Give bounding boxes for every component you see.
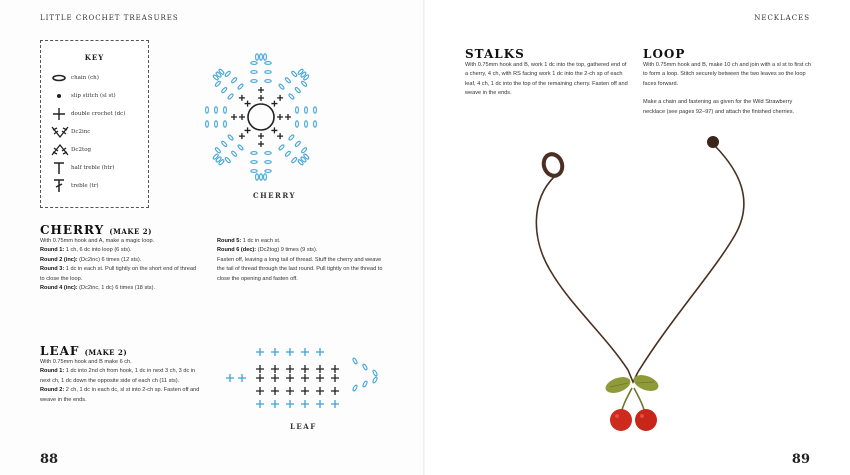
- chain-symbol: [295, 87, 302, 94]
- chain-symbol: [218, 159, 225, 166]
- key-item-dc2inc: [49, 125, 90, 139]
- dc-symbol: [271, 101, 277, 107]
- treble-symbol-icon: [49, 179, 71, 193]
- chain-symbol: [296, 121, 299, 127]
- dc-symbol: [286, 400, 294, 408]
- dc-symbol: [271, 365, 279, 373]
- dc-symbol: [239, 133, 245, 139]
- chain-symbol: [206, 107, 209, 113]
- cherry-instructions-col2: [217, 237, 385, 284]
- dc-symbol: [286, 374, 294, 382]
- dc-symbol: [245, 127, 251, 133]
- chain-symbol: [300, 156, 307, 163]
- chain-symbol: [251, 71, 257, 74]
- dc-symbol: [331, 387, 339, 395]
- dc-symbol: [226, 374, 234, 382]
- chain-symbol: [251, 152, 257, 155]
- loop-heading: LOOP: [643, 47, 686, 61]
- dc-symbol: [271, 374, 279, 382]
- cherry-right: [635, 409, 657, 431]
- dc-symbol: [301, 374, 309, 382]
- chain-symbol: [278, 83, 285, 90]
- stalks-heading: STALKS: [465, 47, 525, 61]
- chain-symbol: [215, 147, 222, 154]
- dc-symbol: [285, 114, 291, 120]
- leaf-heading-text: LEAF: [40, 344, 80, 358]
- chain-symbol: [362, 381, 368, 388]
- leaf-round-1: Round 1: 1 dc into 2nd ch from hook, 1 dc in next 3 ch, 3 dc in next ch, 1 dc down the opposite side of each ch (11 sts).: [40, 368, 196, 384]
- dc2tog-symbol-icon: [49, 143, 71, 157]
- dc-symbol: [286, 348, 294, 356]
- leaf-round-2: Round 2: 2 ch, 1 dc in each dc, sl st into 2-ch sp. Fasten off and weave in the ends.: [40, 387, 200, 403]
- chain-symbol: [215, 71, 222, 78]
- cherry-left: [610, 409, 632, 431]
- leaf-stitch-chart: [220, 343, 390, 418]
- chain-symbol: [300, 71, 307, 78]
- chain-symbol: [305, 121, 308, 127]
- dc-symbol: [271, 400, 279, 408]
- chain-symbol: [303, 74, 310, 81]
- key-item-label: treble (tr): [71, 183, 99, 189]
- dc-symbol: [258, 95, 264, 101]
- dc-symbol: [271, 348, 279, 356]
- dc-symbol: [331, 374, 339, 382]
- necklace-cord-left: [536, 176, 628, 370]
- dc-symbol: [331, 400, 339, 408]
- key-item-dc2tog: [49, 143, 91, 157]
- chain-symbol: [314, 107, 317, 113]
- dc-symbol: [231, 114, 237, 120]
- leaf-intro: With 0.75mm hook and B make 6 ch.: [40, 359, 132, 365]
- chain-symbol: [288, 93, 295, 100]
- chain-symbol: [224, 107, 227, 113]
- key-item-label: slip stitch (sl st): [71, 93, 116, 99]
- chain-symbol: [237, 144, 244, 151]
- cherry-instructions-col1: [40, 237, 200, 293]
- key-item-label: Dc2inc: [71, 129, 91, 135]
- chain-symbol: [314, 121, 317, 127]
- chain-symbol: [256, 174, 259, 180]
- chain-symbol: [291, 157, 298, 164]
- leaf-instructions: [40, 358, 205, 405]
- leaf-heading: [40, 344, 127, 358]
- chain-symbol: [265, 161, 271, 164]
- stalks-instructions: With 0.75mm hook and B, work 1 dc into the top, gathered end of a cherry, 4 ch, with RS facing work 1 dc into the 2-ch sp of each leaf, 4 ch, 1 dc into the top of the remaining cherry. Fasten off and weave in the ends.: [465, 62, 628, 97]
- stitch-key-box: [40, 40, 149, 208]
- cherry-round-1: Round 1: 1 ch, 6 dc into loop (6 sts).: [40, 247, 132, 254]
- chain-symbol: [215, 156, 222, 163]
- chain-symbol: [372, 370, 378, 377]
- key-item-treble: [49, 179, 99, 193]
- dc-symbol: [239, 114, 245, 120]
- cherry-round-3: Round 3: 1 dc in each st. Pull tightly on the short end of thread to close the loop.: [40, 266, 197, 282]
- chain-symbol: [305, 107, 308, 113]
- chain-symbol: [295, 141, 302, 148]
- dc-symbol: [258, 133, 264, 139]
- loop-text-2: Make a chain and fastening as given for the Wild Strawberry necklace (see pages 92–97) and attach the finished cherries.: [643, 99, 795, 115]
- chain-symbol: [372, 377, 378, 384]
- dc-symbol: [277, 133, 283, 139]
- dc-symbol: [271, 387, 279, 395]
- key-item-label: Dc2tog: [71, 147, 92, 153]
- dc-symbol: [256, 365, 264, 373]
- chain-symbol: [206, 121, 209, 127]
- cherry-stitch-chart: [205, 45, 317, 185]
- dc-symbol: [256, 387, 264, 395]
- dc-symbol: [316, 348, 324, 356]
- chain-symbol: [227, 134, 234, 141]
- chain-symbol: [260, 54, 263, 60]
- dc-symbol: [277, 114, 283, 120]
- chain-symbol: [227, 93, 234, 100]
- key-title: KEY: [84, 53, 105, 62]
- chain-symbol: [362, 364, 368, 371]
- dc2inc-symbol-icon: [49, 125, 71, 139]
- dc-symbol: [301, 387, 309, 395]
- chain-symbol: [251, 62, 257, 65]
- folio-right: 89: [791, 452, 810, 467]
- chain-symbol: [212, 153, 219, 160]
- chain-symbol: [296, 107, 299, 113]
- chain-symbol: [256, 54, 259, 60]
- key-item-label: chain (ch): [71, 75, 99, 81]
- chain-symbol: [303, 153, 310, 160]
- key-item-double-crochet: [49, 107, 125, 121]
- dc-symbol: [316, 387, 324, 395]
- chain-symbol: [224, 121, 227, 127]
- chain-symbol: [265, 80, 271, 83]
- chain-symbol: [225, 71, 232, 78]
- chain-symbol: [231, 77, 238, 84]
- chain-symbol: [285, 77, 292, 84]
- cherry-heading-text: CHERRY: [40, 223, 105, 237]
- dc-symbol: [316, 400, 324, 408]
- chain-symbol: [225, 157, 232, 164]
- key-item-label: half treble (htr): [71, 165, 115, 171]
- chain-symbol: [288, 134, 295, 141]
- dc-symbol: [316, 374, 324, 382]
- key-item-chain: [49, 71, 99, 85]
- chain-symbol: [301, 147, 308, 154]
- chain-symbol: [297, 159, 304, 166]
- chain-symbol: [260, 174, 263, 180]
- cherry-intro: With 0.75mm hook and A, make a magic loop.: [40, 238, 155, 244]
- cherry-necklace-photo: [510, 120, 780, 440]
- dc-symbol: [258, 141, 264, 147]
- dc-symbol: [301, 348, 309, 356]
- chain-symbol: [265, 170, 271, 173]
- dc-symbol: [301, 400, 309, 408]
- chain-symbol: [352, 385, 358, 392]
- key-item-label: double crochet (dc): [71, 111, 126, 117]
- key-item-half-treble: [49, 161, 114, 175]
- chain-symbol: [265, 152, 271, 155]
- loop-text-1: With 0.75mm hook and B, make 10 ch and join with a sl st to first ch to form a loop. Stitch securely between the two leaves so the loop faces forward.: [643, 62, 811, 87]
- necklace-loop: [541, 152, 565, 179]
- cherry-heading-sub: (MAKE 2): [109, 227, 152, 236]
- dc-symbol: [239, 95, 245, 101]
- chain-symbol: [278, 144, 285, 151]
- chain-symbol: [265, 71, 271, 74]
- cherry-round-4: Round 4 (inc): (Dc2inc, 1 dc) 6 times (18 sts).: [40, 285, 156, 292]
- double-crochet-symbol-icon: [49, 107, 71, 121]
- half-treble-symbol-icon: [49, 161, 71, 175]
- leaf-chart-caption: LEAF: [290, 422, 317, 431]
- chain-symbol: [352, 358, 358, 365]
- chain-symbol: [251, 170, 257, 173]
- dc-symbol: [286, 387, 294, 395]
- dc-symbol: [271, 127, 277, 133]
- chain-symbol: [251, 161, 257, 164]
- chain-symbol: [221, 141, 228, 148]
- running-head-left: LITTLE CROCHET TREASURES: [40, 14, 179, 22]
- cherry-chart-caption: CHERRY: [253, 191, 296, 200]
- chain-symbol: [237, 83, 244, 90]
- leaf-heading-sub: (MAKE 2): [84, 348, 128, 357]
- dc-symbol: [277, 95, 283, 101]
- loop-instructions: [643, 61, 813, 117]
- dc-symbol: [238, 374, 246, 382]
- chain-symbol: [231, 151, 238, 158]
- chain-symbol: [215, 121, 218, 127]
- dc-symbol: [316, 365, 324, 373]
- key-item-slip-stitch: [49, 89, 116, 103]
- chain-symbol: [301, 81, 308, 88]
- chain-symbol: [291, 71, 298, 78]
- chain-symbol: [285, 151, 292, 158]
- chain-symbol: [215, 81, 222, 88]
- dc-symbol: [256, 400, 264, 408]
- chain-symbol: [251, 80, 257, 83]
- dc-symbol: [301, 365, 309, 373]
- cherry-round-2: Round 2 (inc): (Dc2inc) 6 times (12 sts).: [40, 256, 142, 263]
- cherry-round-5: Round 5: 1 dc in each st.: [217, 238, 281, 244]
- cherry-round-6: Round 6 (dec): (Dc2tog) 9 times (9 sts).: [217, 247, 318, 254]
- chain-symbol: [297, 68, 304, 75]
- dc-symbol: [286, 365, 294, 373]
- running-head-right: NECKLACES: [754, 14, 810, 22]
- dc-symbol: [245, 101, 251, 107]
- chain-symbol: [215, 107, 218, 113]
- slip-stitch-symbol-icon: [49, 89, 71, 103]
- chain-symbol: [218, 68, 225, 75]
- dc-symbol: [331, 365, 339, 373]
- chain-symbol: [265, 62, 271, 65]
- chain-symbol: [221, 87, 228, 94]
- cherry-heading: [40, 223, 152, 237]
- chain-symbol: [264, 174, 267, 180]
- dc-symbol: [258, 87, 264, 93]
- cherry-finish: Fasten off, leaving a long tail of thread. Stuff the cherry and weave the tail of thread through the last round. Pull tightly on the thread to close the opening and fasten off.: [217, 256, 383, 282]
- chain-symbol-icon: [49, 71, 71, 85]
- necklace-bead: [707, 136, 719, 148]
- magic-loop-symbol: [248, 104, 274, 130]
- dc-symbol: [256, 348, 264, 356]
- folio-left: 88: [40, 452, 59, 467]
- chain-symbol: [212, 74, 219, 81]
- dc-symbol: [256, 374, 264, 382]
- necklace-cord-right: [638, 147, 744, 372]
- chain-symbol: [264, 54, 267, 60]
